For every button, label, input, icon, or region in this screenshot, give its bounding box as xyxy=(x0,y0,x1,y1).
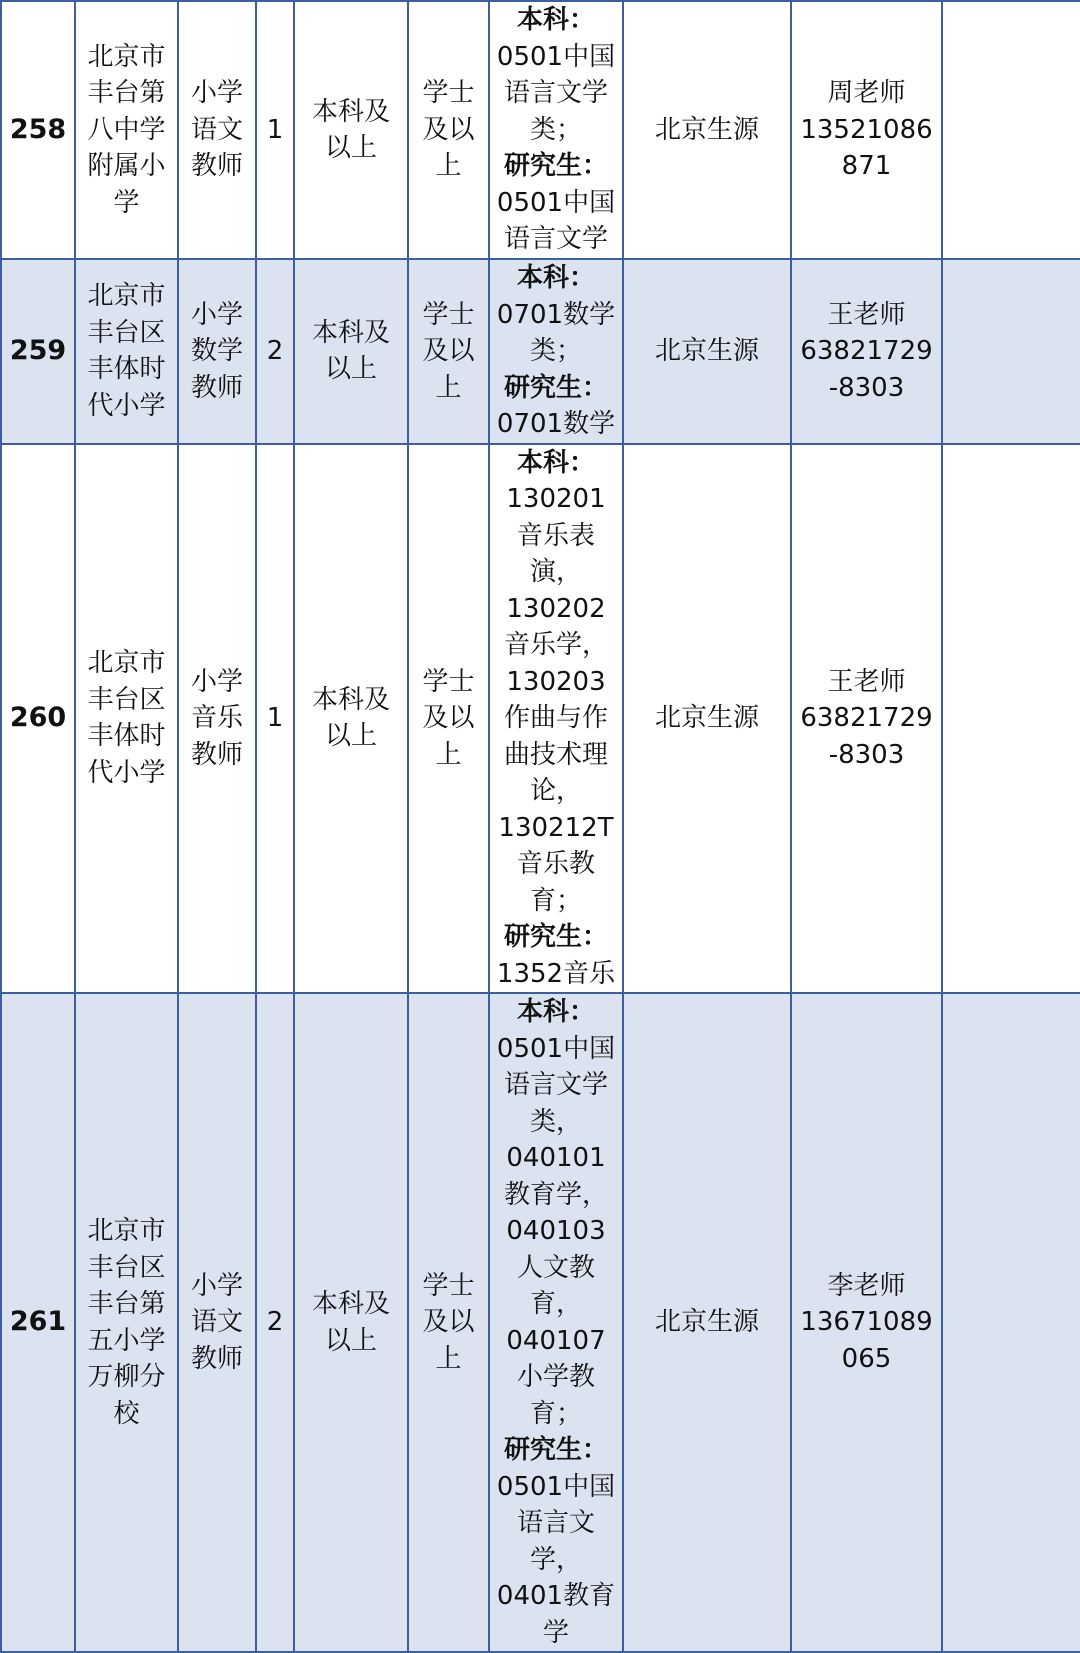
contact-info xyxy=(791,993,942,1652)
headcount: 1 xyxy=(256,444,294,994)
note-cell xyxy=(942,993,1080,1652)
degree-requirement-line: 上 xyxy=(435,1343,462,1374)
education-requirement-line: 本科及 xyxy=(311,684,390,715)
major-item: 语言文学， xyxy=(516,1508,595,1575)
major-item: 0701数学 xyxy=(496,409,616,439)
position-title xyxy=(178,444,256,994)
major-item: 0501中国 xyxy=(496,1033,616,1064)
row-number: 260 xyxy=(1,444,75,994)
school-name-line: 丰台区 xyxy=(87,317,166,348)
major-section-label: 研究生： xyxy=(503,151,608,182)
contact-info xyxy=(791,444,942,994)
position-title-line: 小学 xyxy=(190,1270,243,1301)
major-section-label: 本科： xyxy=(516,447,595,478)
headcount: 2 xyxy=(256,993,294,1652)
school-name xyxy=(75,1,178,259)
table-row xyxy=(1,1,1080,259)
degree-requirement xyxy=(408,259,489,444)
major-item: 040103 xyxy=(506,1216,606,1246)
major-item: 130203 xyxy=(506,666,606,697)
major-item: 1352音乐 xyxy=(496,958,616,989)
table-row xyxy=(1,993,1080,1652)
school-name-line: 北京市 xyxy=(87,648,166,679)
school-name xyxy=(75,259,178,444)
table-row xyxy=(1,444,1080,994)
row-number: 258 xyxy=(1,1,75,259)
position-title-line: 数学 xyxy=(190,336,243,366)
degree-requirement-line: 学士 xyxy=(422,1270,475,1301)
note-cell xyxy=(942,259,1080,444)
education-requirement-line: 本科及 xyxy=(311,1289,390,1319)
position-title xyxy=(178,259,256,444)
degree-requirement-line: 及以 xyxy=(422,114,475,145)
school-name-line: 北京市 xyxy=(87,1216,166,1246)
major-section-label: 研究生： xyxy=(503,372,608,403)
position-title-line: 小学 xyxy=(190,299,243,330)
table-body xyxy=(1,1,1080,1652)
major-item: 130201 xyxy=(506,484,606,514)
position-title-line: 语文 xyxy=(190,114,243,145)
position-title-line: 教师 xyxy=(190,1343,243,1374)
school-name-line: 代小学 xyxy=(87,757,166,788)
degree-requirement-line: 上 xyxy=(435,372,462,403)
major-requirement xyxy=(489,259,623,444)
origin-requirement: 北京生源 xyxy=(623,259,791,444)
major-item: 人文教育， xyxy=(516,1252,595,1319)
major-item: 类； xyxy=(529,114,582,145)
major-item: 语言文学 xyxy=(503,224,608,255)
contact-info-line: -8303 xyxy=(828,372,905,403)
school-name-line: 八中学 xyxy=(87,114,166,145)
major-requirement xyxy=(489,444,623,994)
major-item: 音乐学， xyxy=(503,630,608,660)
headcount: 1 xyxy=(256,1,294,259)
position-title-line: 小学 xyxy=(190,666,243,697)
contact-info xyxy=(791,259,942,444)
headcount: 2 xyxy=(256,259,294,444)
major-section-label: 研究生： xyxy=(503,922,608,952)
education-requirement xyxy=(294,259,408,444)
major-item: 0401教育 xyxy=(496,1581,616,1611)
major-section-label: 本科： xyxy=(516,263,595,293)
contact-info-line: 李老师 xyxy=(827,1270,906,1301)
position-title-line: 小学 xyxy=(190,78,243,109)
degree-requirement-line: 学士 xyxy=(422,299,475,330)
origin-requirement: 北京生源 xyxy=(623,993,791,1652)
major-item: 小学教育； xyxy=(516,1362,595,1429)
education-requirement-line: 以上 xyxy=(324,133,377,163)
education-requirement-line: 以上 xyxy=(324,1325,377,1356)
major-item: 0501中国 xyxy=(496,41,616,72)
education-requirement xyxy=(294,1,408,259)
note-cell xyxy=(942,1,1080,259)
school-name-line: 北京市 xyxy=(87,281,166,312)
note-cell xyxy=(942,444,1080,994)
row-number: 259 xyxy=(1,259,75,444)
position-title-line: 教师 xyxy=(190,372,243,403)
school-name-line: 丰台区 xyxy=(87,684,166,715)
contact-info xyxy=(791,1,942,259)
position-title-line: 语文 xyxy=(190,1307,243,1338)
degree-requirement xyxy=(408,993,489,1652)
major-section-label: 本科： xyxy=(516,997,595,1027)
contact-info-line: 871 xyxy=(841,151,892,182)
position-title-line: 教师 xyxy=(190,739,243,770)
position-title-line: 音乐 xyxy=(190,703,243,733)
major-item: 音乐教育； xyxy=(516,849,595,916)
origin-requirement: 北京生源 xyxy=(623,1,791,259)
contact-info-line: 周老师 xyxy=(827,78,906,109)
major-item: 论， xyxy=(529,776,582,806)
school-name-line: 丰体时 xyxy=(87,721,166,752)
degree-requirement xyxy=(408,1,489,259)
major-requirement xyxy=(489,1,623,259)
major-item: 语言文学 xyxy=(503,78,608,109)
major-requirement xyxy=(489,993,623,1652)
school-name xyxy=(75,993,178,1652)
contact-info-line: 13671089 xyxy=(800,1307,933,1338)
table-row xyxy=(1,259,1080,444)
major-item: 类； xyxy=(529,336,582,366)
school-name-line: 附属小 xyxy=(87,151,166,182)
degree-requirement-line: 上 xyxy=(435,739,462,770)
major-item: 130212T xyxy=(498,812,614,843)
row-number: 261 xyxy=(1,993,75,1652)
school-name-line: 丰体时 xyxy=(87,354,166,385)
major-item: 教育学， xyxy=(503,1179,608,1210)
education-requirement-line: 本科及 xyxy=(311,317,390,348)
education-requirement-line: 本科及 xyxy=(311,96,390,127)
degree-requirement xyxy=(408,444,489,994)
degree-requirement-line: 及以 xyxy=(422,1307,475,1338)
major-item: 0701数学 xyxy=(496,299,616,330)
contact-info-line: -8303 xyxy=(828,739,905,770)
degree-requirement-line: 及以 xyxy=(422,703,475,733)
major-item: 音乐表演， xyxy=(516,520,595,587)
school-name-line: 丰台区 xyxy=(87,1252,166,1283)
school-name-line: 丰台第 xyxy=(87,78,166,109)
degree-requirement-line: 学士 xyxy=(422,78,475,109)
major-item: 类， xyxy=(529,1106,582,1137)
major-item: 040101 xyxy=(506,1143,606,1173)
position-title-line: 教师 xyxy=(190,151,243,182)
origin-requirement: 北京生源 xyxy=(623,444,791,994)
contact-info-line: 王老师 xyxy=(827,299,906,330)
major-item: 语言文学 xyxy=(503,1070,608,1100)
education-requirement-line: 以上 xyxy=(324,354,377,385)
major-item: 学 xyxy=(542,1617,569,1648)
school-name-line: 北京市 xyxy=(87,41,166,72)
school-name-line: 丰台第 xyxy=(87,1289,166,1319)
position-title xyxy=(178,1,256,259)
position-title xyxy=(178,993,256,1652)
degree-requirement-line: 上 xyxy=(435,151,462,182)
major-section-label: 研究生： xyxy=(503,1435,608,1465)
school-name-line: 万柳分 xyxy=(87,1362,166,1392)
major-item: 130202 xyxy=(506,593,606,624)
school-name-line: 学 xyxy=(113,187,140,218)
school-name-line: 校 xyxy=(113,1398,140,1429)
education-requirement xyxy=(294,444,408,994)
contact-info-line: 王老师 xyxy=(827,666,906,697)
school-name xyxy=(75,444,178,994)
school-name-line: 五小学 xyxy=(87,1325,166,1356)
major-item: 040107 xyxy=(506,1325,606,1356)
contact-info-line: 63821729 xyxy=(800,336,933,366)
contact-info-line: 13521086 xyxy=(800,114,933,145)
major-item: 0501中国 xyxy=(496,187,616,218)
education-requirement xyxy=(294,993,408,1652)
degree-requirement-line: 及以 xyxy=(422,336,475,366)
school-name-line: 代小学 xyxy=(87,390,166,421)
major-item: 作曲与作 xyxy=(503,703,608,733)
major-item: 0501中国 xyxy=(496,1471,616,1502)
education-requirement-line: 以上 xyxy=(324,721,377,752)
contact-info-line: 63821729 xyxy=(800,703,933,733)
contact-info-line: 065 xyxy=(841,1343,892,1374)
degree-requirement-line: 学士 xyxy=(422,666,475,697)
major-section-label: 本科： xyxy=(516,5,595,36)
major-item: 曲技术理 xyxy=(503,739,608,770)
